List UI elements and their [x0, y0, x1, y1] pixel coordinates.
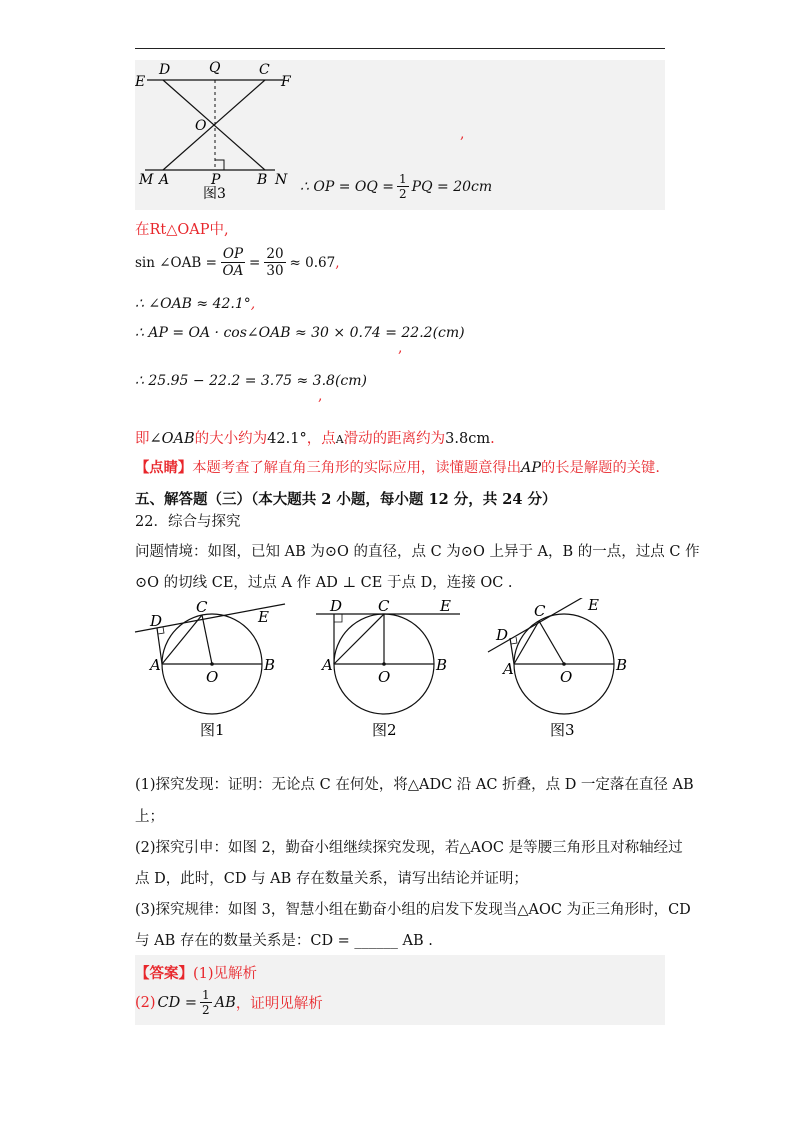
fig-label-C: C	[259, 62, 270, 78]
fig-label-Q: Q	[209, 60, 221, 76]
answer-line-2: (2) CD = $\frac{1}{2}$ AB ，证明见解析	[135, 988, 323, 1017]
figure-3	[488, 598, 627, 739]
f3-label-E: E	[588, 598, 599, 614]
f1-label-B: B	[264, 656, 276, 674]
question-number: 22．综合与探究	[135, 514, 241, 530]
figures-circles	[130, 598, 670, 748]
question-context-2: ⊙O 的切线 CE，过点 A 作 AD ⊥ CE 于点 D，连接 OC .	[135, 575, 513, 591]
f3-label-O: O	[560, 668, 573, 686]
part-1-line-a: (1)探究发现：证明：无论点 C 在何处，将△ADC 沿 AC 折叠，点 D 一定落在直径 AB	[135, 777, 694, 793]
part-1-line-b: 上；	[135, 809, 164, 825]
f2-label-C: C	[378, 598, 390, 615]
f2-label-O: O	[378, 668, 391, 686]
ap-comma: ,	[398, 340, 403, 356]
section-heading: 五、解答题（三）（本大题共 2 小题，每小题 12 分，共 24 分）	[135, 491, 557, 508]
f1-label-O: O	[206, 668, 219, 686]
f1-label-E: E	[258, 608, 269, 626]
f3-label-A: A	[503, 660, 514, 678]
f2-label-D: D	[330, 598, 343, 615]
in-triangle-line: 在Rt△OAP中,	[135, 222, 229, 238]
fig-label-N: N	[275, 172, 288, 188]
fig-label-E: E	[135, 74, 146, 90]
f1-caption: 图1	[200, 721, 225, 739]
red-comma-1: ,	[460, 126, 465, 142]
f2-label-A: A	[322, 656, 333, 674]
op-eq-line: ∴ OP = OQ = $\frac{1}{2}$ PQ = 20cm	[300, 172, 493, 201]
f2-label-B: B	[436, 656, 448, 674]
fig-label-F: F	[281, 74, 291, 90]
f3-label-B: B	[616, 656, 628, 674]
question-context-1: 问题情境：如图，已知 AB 为⊙O 的直径，点 C 为⊙O 上异于 A，B 的一点，过点 C 作	[135, 544, 700, 560]
fig-caption: 图3	[203, 186, 226, 202]
figure-1	[135, 598, 285, 739]
figure-crossed-lines	[135, 58, 305, 208]
f1-label-D: D	[150, 612, 163, 630]
ap-line: ∴ AP = OA · cos∠OAB ≈ 30 × 0.74 = 22.2(cm)	[135, 325, 465, 341]
fig-label-M: M	[139, 172, 154, 188]
fig-label-A: A	[159, 172, 170, 188]
fig-label-P: P	[211, 172, 221, 188]
diff-line: ∴ 25.95 − 22.2 = 3.75 ≈ 3.8(cm)	[135, 373, 367, 389]
f3-label-C: C	[534, 602, 546, 620]
f3-label-D: D	[496, 626, 509, 644]
fig-label-O: O	[195, 118, 207, 134]
part-2-line-b: 点 D，此时，CD 与 AB 存在数量关系，请写出结论并证明；	[135, 871, 528, 887]
diff-comma: ,	[318, 388, 323, 404]
f1-label-A: A	[150, 656, 161, 674]
f3-caption: 图3	[550, 721, 575, 739]
angle-line: ∴ ∠OAB ≈ 42.1°,	[135, 296, 256, 312]
answer-line-1: 【答案】(1)见解析	[135, 965, 258, 982]
fig-label-D: D	[159, 62, 171, 78]
f1-label-C: C	[196, 598, 208, 616]
f2-label-E: E	[440, 598, 451, 615]
part-3-line-b: 与 AB 存在的数量关系是：CD = ______ AB .	[135, 933, 433, 949]
conclusion-line: 即∠OAB的大小约为42.1°，点A滑动的距离约为3.8cm.	[135, 431, 495, 447]
header-rule	[135, 48, 665, 49]
figure-2	[316, 598, 460, 739]
sin-line: sin ∠OAB = $\frac{OP}{OA}$ = $\frac{20}{30}$ ≈ 0.67 ,	[135, 246, 340, 279]
part-3-line-a: (3)探究规律：如图 3，智慧小组在勤奋小组的启发下发现当△AOC 为正三角形时，CD	[135, 902, 691, 918]
fig-label-B: B	[257, 172, 268, 188]
part-2-line-a: (2)探究引申：如图 2，勤奋小组继续探究发现，若△AOC 是等腰三角形且对称轴经过	[135, 840, 683, 856]
comment-line: 【点睛】本题考查了解直角三角形的实际应用，读懂题意得出AP的长是解题的关键.	[135, 460, 660, 476]
f2-caption: 图2	[372, 721, 397, 739]
